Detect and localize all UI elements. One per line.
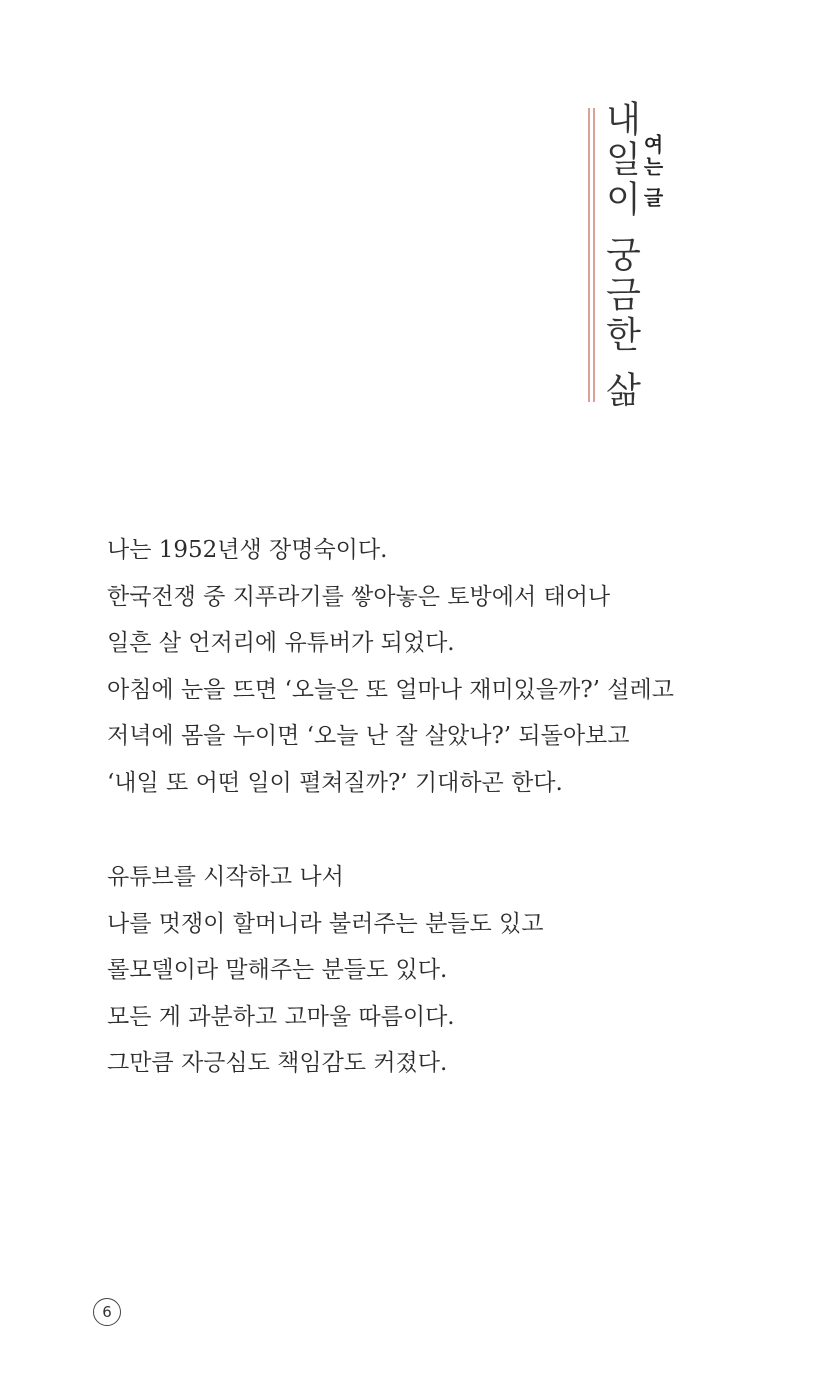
text-line: 저녁에 몸을 누이면 ‘오늘 난 잘 살았나?’ 되돌아보고 xyxy=(107,723,630,749)
chapter-title: 내일이 궁금한 삶 xyxy=(600,100,641,411)
text-line: 아침에 눈을 뜨면 ‘오늘은 또 얼마나 재미있을까?’ 설레고 xyxy=(107,676,674,703)
text-line: 일흔 살 언저리에 유튜버가 되었다. xyxy=(107,630,455,656)
text-line: 그만큼 자긍심도 책임감도 커졌다. xyxy=(107,1050,448,1076)
page-number: 6 xyxy=(93,1298,121,1326)
text-line: 한국전쟁 중 지푸라기를 쌓아놓은 토방에서 태어나 xyxy=(107,583,611,610)
text-line: ‘내일 또 어떤 일이 펼쳐질까?’ 기대하곤 한다. xyxy=(107,769,563,796)
text-line: 나를 멋쟁이 할머니라 불러주는 분들도 있고 xyxy=(107,910,544,937)
paragraph xyxy=(107,527,807,806)
text-line: 모든 게 과분하고 고마울 따름이다. xyxy=(107,1003,455,1030)
decorative-rule-line xyxy=(593,108,595,402)
text-line: 나는 1952년생 장명숙이다. xyxy=(107,537,388,563)
body-text xyxy=(107,527,807,1135)
text-line: 롤모델이라 말해주는 분들도 있다. xyxy=(107,957,448,983)
chapter-label: 여는 글 xyxy=(640,134,664,209)
paragraph xyxy=(107,854,807,1087)
decorative-rule-line xyxy=(588,108,590,402)
chapter-header xyxy=(580,100,690,410)
text-line: 유튜브를 시작하고 나서 xyxy=(107,864,344,890)
